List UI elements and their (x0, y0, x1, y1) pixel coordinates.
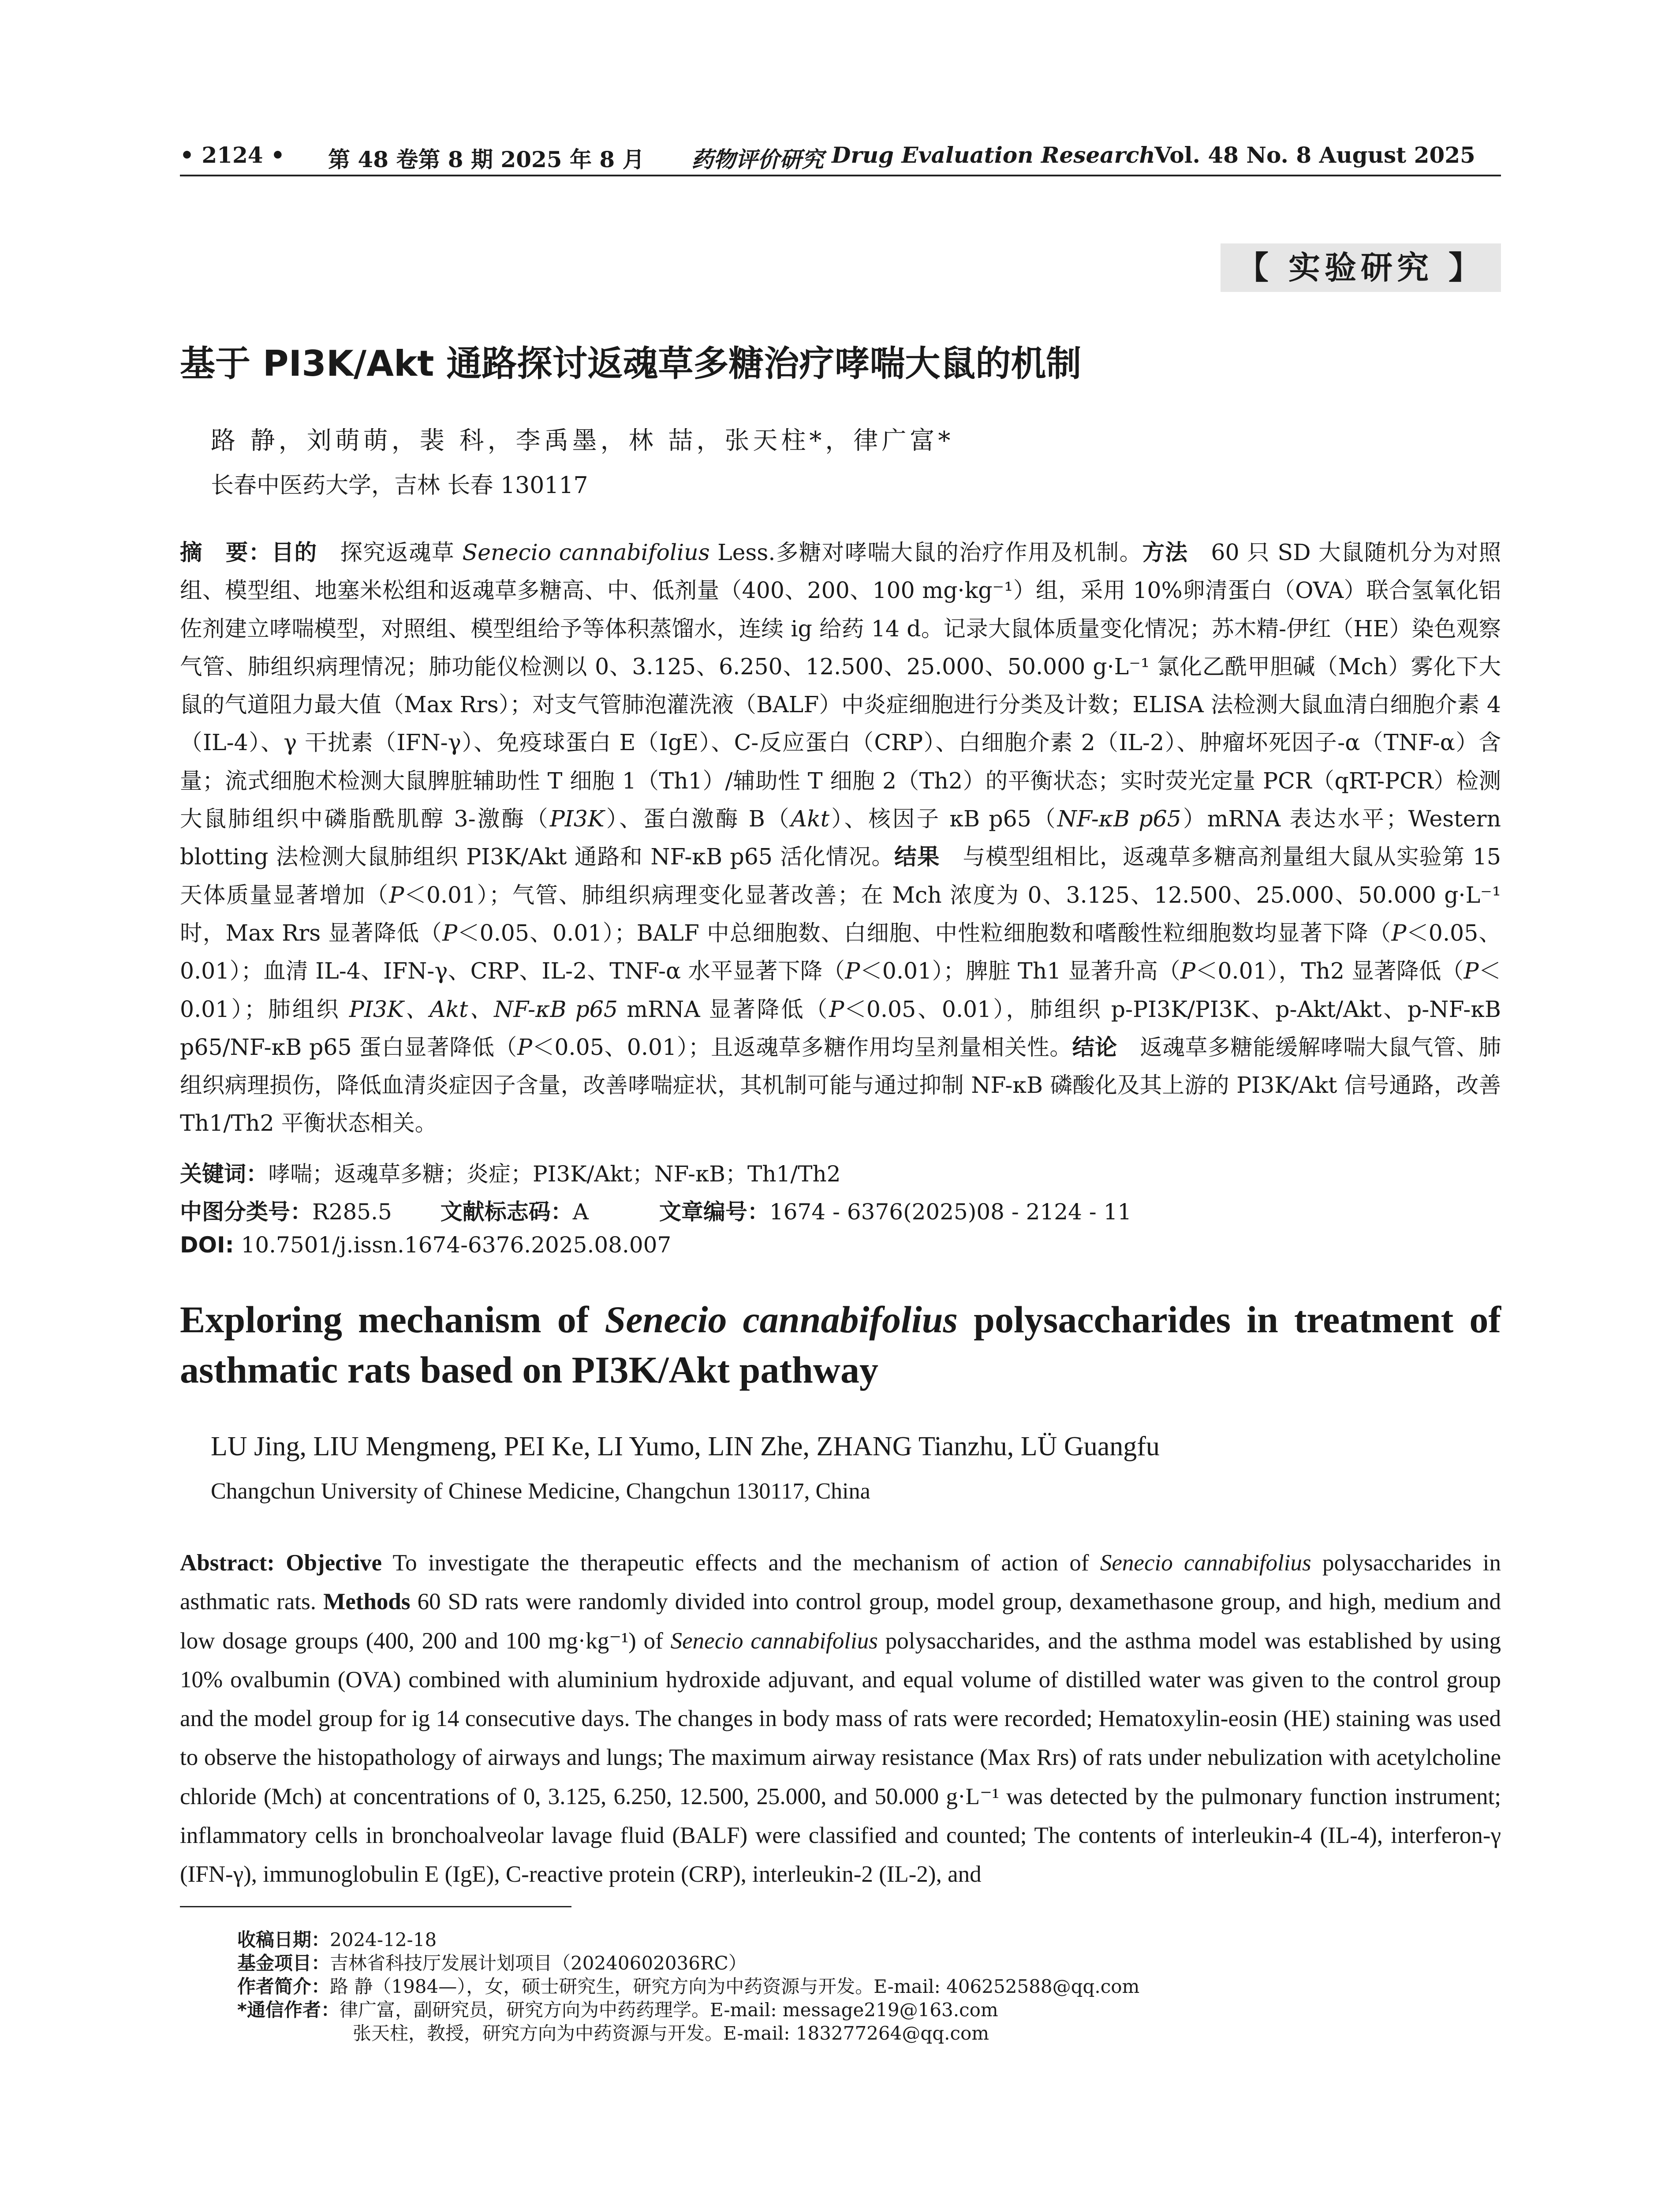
page-number: • 2124 • (180, 142, 285, 168)
en-affiliation: Changchun University of Chinese Medicine, Changchun 130117, China (211, 1479, 870, 1504)
p-symbol: P (845, 958, 860, 984)
p-symbol: P (389, 882, 404, 908)
results-text: ＜0.01）；脾脏 Th1 显著升高（ (860, 958, 1180, 984)
doi-label: DOI: (180, 1232, 234, 1258)
en-title-species: Senecio cannabifolius (605, 1298, 958, 1341)
issue-en: Vol. 48 No. 8 August 2025 (1154, 142, 1475, 168)
species-name: Senecio cannabifolius (462, 539, 710, 565)
footnote-text: 吉林省科技厅发展计划项目（20240602036RC） (330, 1952, 747, 1974)
results-label: 结果 (894, 844, 940, 870)
footnote-corresponding-2: 张天柱，教授，研究方向为中药资源与开发。E-mail: 183277264@qq.com (353, 2022, 989, 2044)
en-objective-text: To investigate the therapeutic effects and the mechanism of action of (382, 1550, 1100, 1576)
clc-value: R285.5 (312, 1199, 392, 1225)
methods-text: ）、核因子 κB p65（ (829, 806, 1057, 832)
results-text: ＜0.05、0.01）；BALF 中总细胞数、白细胞、中性粒细胞数和嗜酸性粒细胞数均显著下降（ (457, 919, 1392, 946)
footnotes (237, 1928, 1139, 2045)
cn-affiliation: 长春中医药大学，吉林 长春 130117 (211, 472, 588, 499)
keywords: 哮喘；返魂草多糖；炎症；PI3K/Akt；NF-κB；Th1/Th2 (268, 1161, 841, 1187)
objective-label: 目的 (271, 539, 317, 565)
p-symbol: P (1463, 958, 1479, 984)
en-objective-text: polysaccharides in asthmatic rats. (180, 1550, 1501, 1615)
cn-title: 基于 PI3K/Akt 通路探讨返魂草多糖治疗哮喘大鼠的机制 (180, 343, 1082, 384)
en-methods-label: Methods (323, 1589, 411, 1615)
gene-name: PI3K (549, 806, 605, 832)
methods-text: ）、蛋白激酶 B（ (604, 806, 791, 832)
gene-name: Akt (791, 806, 830, 832)
en-authors: LU Jing, LIU Mengmeng, PEI Ke, LI Yumo, LIN Zhe, ZHANG Tianzhu, LÜ Guangfu (211, 1431, 1160, 1461)
en-abstract (180, 1544, 1501, 1894)
footnote-rule (180, 1906, 571, 1907)
species-name: Senecio cannabifolius (1100, 1550, 1311, 1576)
en-methods-text: 60 SD rats were randomly divided into control group, model group, dexamethasone group, and high, medium and low dosage groups (400, 200 and 100 mg·kg⁻¹) of (180, 1589, 1501, 1654)
p-symbol: P (517, 1034, 532, 1060)
footnote-label: *通信作者： (237, 1999, 340, 2021)
gene-name: PI3K、Akt、NF-κB p65 (349, 996, 618, 1022)
conclusion-text: 返魂草多糖能缓解哮喘大鼠气管、肺组织病理损伤，降低血清炎症因子含量，改善哮喘症状，其机制可能与通过抑制 NF-κB 磷酸化及其上游的 PI3K/Akt 信号通路，改善 Th1/Th2 平衡状态相关。 (180, 1034, 1501, 1136)
p-symbol: P (1391, 919, 1407, 946)
objective-text: 探究返魂草 (317, 539, 463, 565)
results-text: mRNA 显著降低（ (618, 996, 829, 1022)
footnote-received (237, 1928, 1139, 1951)
footnote-text: 2024-12-18 (330, 1929, 437, 1951)
section-tag: 【 实验研究 】 (1221, 243, 1501, 292)
p-symbol: P (829, 996, 844, 1022)
conclusion-label: 结论 (1072, 1034, 1118, 1060)
running-header (180, 140, 1501, 176)
footnote-label: 基金项目： (237, 1952, 330, 1974)
abstract-label: 摘 要： (180, 539, 272, 565)
clc-label: 中图分类号： (180, 1199, 312, 1225)
objective-text: Less.多糖对哮喘大鼠的治疗作用及机制。 (709, 539, 1142, 565)
results-text: ＜0.05、0.01）；血清 IL-4、IFN-γ、CRP、IL-2、TNF-α 水平显著下降（ (180, 919, 1501, 984)
doccode-value: A (572, 1199, 589, 1225)
methods-text: ）mRNA 表达水平；Western blotting 法检测大鼠肺组织 PI3K/Akt 通路和 NF-κB p65 活化情况。 (180, 806, 1501, 870)
results-text: ＜0.01）；气管、肺组织病理变化显著改善；在 Mch 浓度为 0、3.125、12.500、25.000、50.000 g·L⁻¹ 时，Max Rrs 显著降低（ (180, 882, 1501, 946)
footnote-text: 律广富，副研究员，研究方向为中药药理学。E-mail: message219@163.com (339, 1999, 998, 2021)
methods-label: 方法 (1142, 539, 1188, 565)
results-text: 与模型组相比，返魂草多糖高剂量组大鼠从实验第 15 天体质量显著增加（ (180, 844, 1501, 908)
en-title-part: Exploring mechanism of (180, 1298, 605, 1341)
en-methods-text: polysaccharides, and the asthma model was established by using 10% ovalbumin (OVA) combined with aluminium hydroxide adjuvant, and equal volume of distilled water was given to the control group and the model group for ig 14 consecutive days. The changes in body mass of rats were recorded; Hematoxylin-eosin (HE) staining was used to observe the histopathology of airways and lungs; The maximum airway resistance (Max Rrs) of rats under nebulization with acetylcholine chloride (Mch) at concentrations of 0, 3.125, 6.250, 12.500, 25.000, and 50.000 g·L⁻¹ was detected by the pulmonary function instrument; inflammatory cells in bronchoalveolar lavage fluid (BALF) were classified and counted; The contents of interleukin-4 (IL-4), interferon-γ (IFN-γ), immunoglobulin E (IgE), C-reactive protein (CRP), interleukin-2 (IL-2), and (180, 1628, 1501, 1887)
cn-authors: 路 静，刘萌萌，裴 科，李禹墨，林 喆，张天柱*，律广富* (211, 426, 954, 455)
doi-line (180, 1232, 671, 1258)
keywords-label: 关键词： (180, 1161, 268, 1187)
p-symbol: P (1180, 958, 1195, 984)
doccode-label: 文献标志码： (440, 1199, 573, 1225)
article-no-label: 文章编号： (659, 1199, 769, 1225)
en-abstract-label: Abstract: Objective (180, 1550, 382, 1576)
journal-name-en: Drug Evaluation Research (832, 142, 1155, 168)
cn-abstract (180, 534, 1501, 1143)
header-rule (180, 175, 1501, 176)
p-symbol: P (442, 919, 458, 946)
footnote-text: 路 静（1984—），女，硕士研究生，研究方向为中药资源与开发。E-mail: 406252588@qq.com (330, 1976, 1140, 1997)
results-text: ＜0.05、0.01）；且返魂草多糖作用均呈剂量相关性。 (532, 1034, 1072, 1060)
footnote-author (237, 1975, 1139, 1998)
footnote-fund (237, 1951, 1139, 1975)
issue-cn: 第 48 卷第 8 期 2025 年 8 月 (328, 146, 645, 172)
results-text: ＜0.01），Th2 显著降低（ (1195, 958, 1464, 984)
journal-logo: 药物评价研究 (691, 147, 824, 172)
results-text: ＜0.05、0.01），肺组织 p-PI3K/PI3K、p-Akt/Akt、p-NF-κB p65/NF-κB p65 蛋白显著降低（ (180, 996, 1501, 1060)
article-no-value: 1674 - 6376(2025)08 - 2124 - 11 (769, 1199, 1132, 1225)
en-title-part: polysaccharides in treatment of asthmatic rats based on PI3K/Akt pathway (180, 1298, 1501, 1391)
footnote-label: 收稿日期： (237, 1929, 330, 1951)
methods-text: 60 只 SD 大鼠随机分为对照组、模型组、地塞米松组和返魂草多糖高、中、低剂量（400、200、100 mg·kg⁻¹）组，采用 10%卵清蛋白（OVA）联合氢氧化铝佐剂建立哮喘模型，对照组、模型组给予等体积蒸馏水，连续 ig 给药 14 d。记录大鼠体质量变化情况；苏木精-伊红（HE）染色观察气管、肺组织病理情况；肺功能仪检测以 0、3.125、6.250、12.500、25.000、50.000 g·L⁻¹ 氯化乙酰甲胆碱（Mch）雾化下大鼠的气道阻力最大值（Max Rrs）；对支气管肺泡灌洗液（BALF）中炎症细胞进行分类及计数；ELISA 法检测大鼠血清白细胞介素 4（IL-4）、γ 干扰素（IFN-γ）、免疫球蛋白 E（IgE）、C-反应蛋白（CRP）、白细胞介素 2（IL-2）、肿瘤坏死因子-α（TNF-α）含量；流式细胞术检测大鼠脾脏辅助性 T 细胞 1（Th1）/辅助性 T 细胞 2（Th2）的平衡状态；实时荧光定量 PCR（qRT-PCR）检测大鼠肺组织中磷脂酰肌醇 3-激酶（ (180, 539, 1501, 832)
results-text: ＜0.01）；肺组织 (180, 958, 1501, 1022)
keywords-line (180, 1156, 841, 1188)
species-name: Senecio cannabifolius (670, 1628, 878, 1654)
gene-name: NF-κB p65 (1057, 806, 1181, 832)
doi-value: 10.7501/j.issn.1674-6376.2025.08.007 (234, 1232, 672, 1258)
footnote-corresponding (237, 1998, 1139, 2022)
classification-line (180, 1194, 1131, 1226)
en-title (180, 1294, 1501, 1395)
footnote-label: 作者简介： (237, 1976, 330, 1997)
